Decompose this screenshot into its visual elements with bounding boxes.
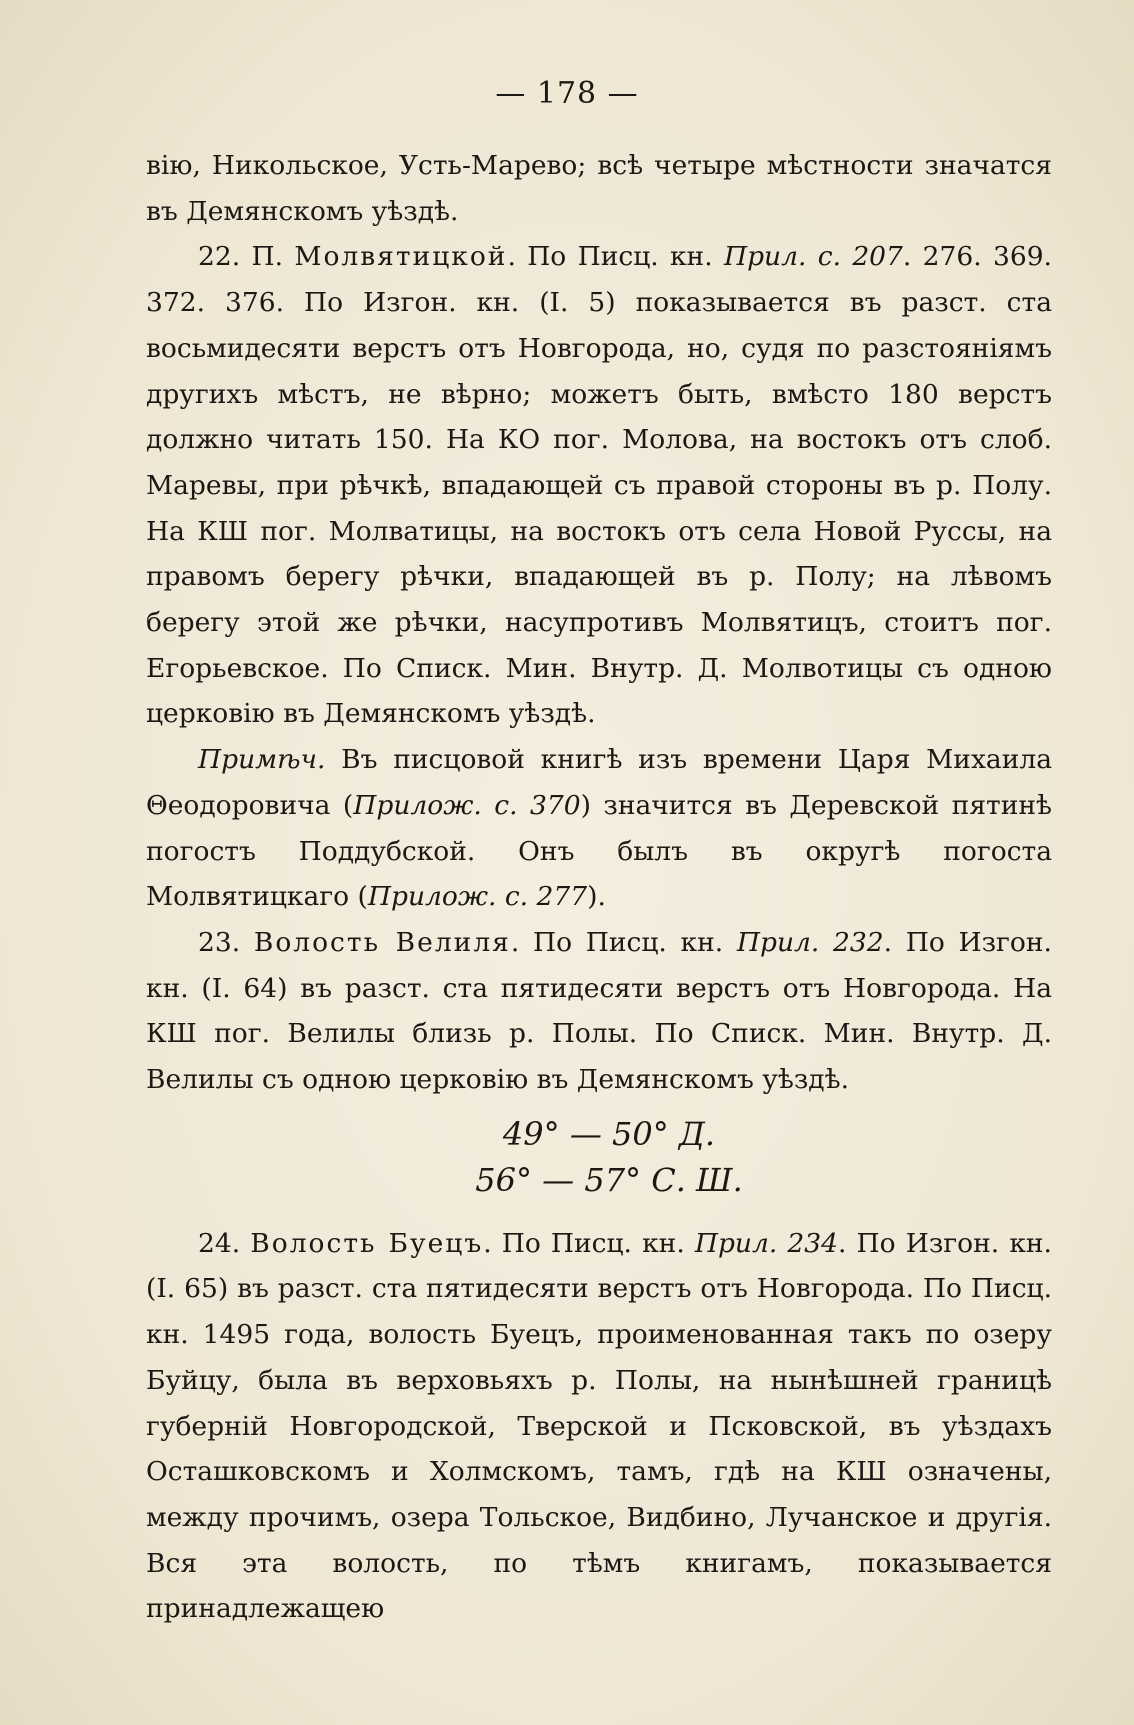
reference-23: Прил. 232 [736,926,884,958]
page-number: — 178 — [495,76,639,111]
paragraph-24: 24. Волость Буецъ. По Писц. кн. Прил. 234. По Изгон. кн. (I. 65) въ разст. ста пятидесяти верстъ отъ Новгорода. По Писц. кн. 1495 года, волость Буецъ, проименованная такъ по озеру Буйцу, была въ верховьяхъ р. Полы, на нынѣшней границѣ губерній Новгородской, Тверской и Псковской, въ уѣздахъ Осташковскомъ и Холмскомъ, тамъ, гдѣ на КШ означены, между прочимъ, озера Тольское, Видбино, Лучанское и другія. Вся эта волость, по тѣмъ книгамъ, показывается принадлежащею [146,1227,1052,1625]
body-text [146,143,1052,1632]
entry-name-23: Волость Велиля [253,926,511,958]
latitude-range: 56° — 57° С. Ш. [475,1160,743,1199]
coordinates-block [146,1111,1052,1203]
note-reference-1: Прилож. с. 370 [353,789,581,821]
note-label: Примѣч. [198,744,326,776]
note-reference-2: Прилож. с. 277 [367,881,588,913]
entry-name-22: Молвятицкой [294,241,508,273]
paragraph-continuation: вію, Никольское, Усть-Марево; всѣ четыре мѣстности значатся въ Демянскомъ уѣздѣ. [146,150,1052,227]
reference-22: Прил. с. 207 [723,241,903,273]
entry-name-24: Волость Буецъ [250,1227,484,1259]
reference-24: Прил. 234 [694,1227,838,1259]
paragraph-23: 23. Волость Велиля. По Писц. кн. Прил. 232. По Изгон. кн. (I. 64) въ разст. ста пятидесяти верстъ отъ Новгорода. На КШ пог. Велилы близь р. Полы. По Списк. Мин. Внутр. Д. Велилы съ одною церковію въ Демянскомъ уѣздѣ. [146,926,1052,1096]
note-paragraph: Примѣч. Въ писцовой книгѣ изъ времени Царя Михаила Θеодоровича (Прилож. с. 370) значится въ Деревской пятинѣ погостъ Поддубской. Онъ былъ въ округѣ погоста Молвятицкаго (Прилож. с. 277). [146,744,1053,913]
paragraph-22: 22. П. Молвятицкой. По Писц. кн. Прил. с. 207. 276. 369. 372. 376. По Изгон. кн. (I. 5) показывается въ разст. ста восьмидесяти верстъ отъ Новгорода, но, судя по разстояніямъ другихъ мѣстъ, не вѣрно; можетъ быть, вмѣсто 180 верстъ должно читать 150. На КО пог. Молова, на востокъ отъ слоб. Маревы, при рѣчкѣ, впадающей съ правой стороны въ р. Полу. На КШ пог. Молватицы, на востокъ отъ села Новой Руссы, на правомъ берегу рѣчки, впадающей въ р. Полу; на лѣвомъ берегу этой же рѣчки, насупротивъ Молвятицъ, стоитъ пог. Егорьевское. По Списк. Мин. Внутр. Д. Молвотицы съ одною церковію въ Демянскомъ уѣздѣ. [146,241,1052,730]
longitude-range: 49° — 50° Д. [502,1114,716,1153]
